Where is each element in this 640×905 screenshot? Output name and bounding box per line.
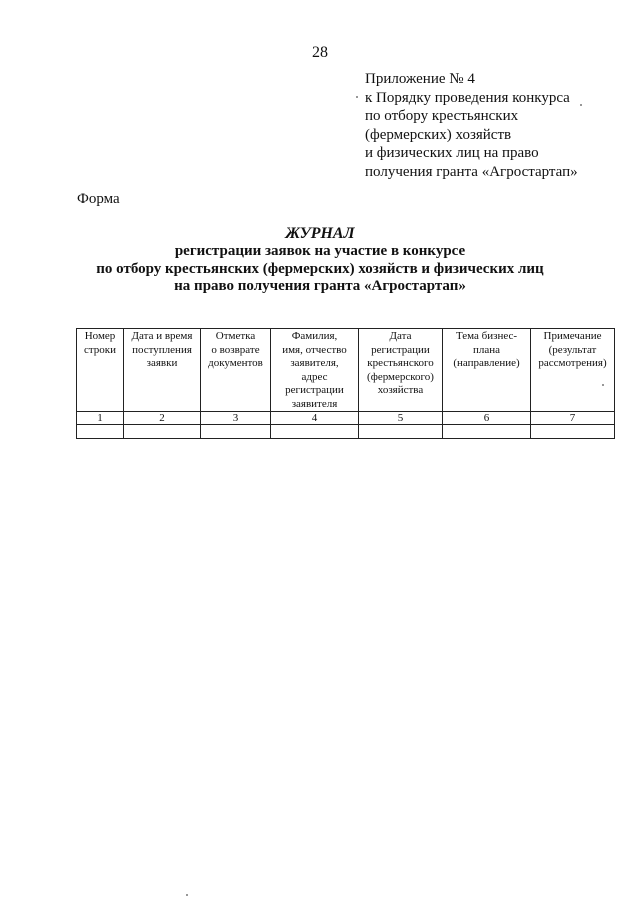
appendix-line: и физических лиц на право: [365, 145, 539, 161]
header-line: регистрации: [285, 384, 344, 396]
scan-speck: [356, 96, 358, 98]
header-line: Номер: [84, 330, 116, 342]
header-line: Фамилия,: [291, 330, 338, 342]
header-line: Дата и время: [131, 330, 193, 342]
header-line: Примечание: [543, 330, 602, 342]
header-line: документов: [208, 357, 263, 369]
header-line: Дата: [389, 330, 412, 342]
scan-speck: [186, 894, 188, 896]
header-line: заявителя: [291, 397, 338, 410]
header-farm-registration-date: [359, 329, 443, 412]
table-cell: [531, 425, 615, 439]
table-cell: [271, 425, 359, 439]
header-line: строки: [83, 343, 117, 356]
header-documents-return: [201, 329, 271, 412]
header-line: о возврате: [211, 343, 260, 356]
header-line: заявителя,: [290, 357, 339, 369]
table-cell: [77, 425, 124, 439]
header-line: (результат: [548, 343, 597, 356]
column-number: 4: [271, 412, 359, 425]
column-number: 3: [201, 412, 271, 425]
table-cell: [359, 425, 443, 439]
table-cell: [201, 425, 271, 439]
header-line: рассмотрения): [538, 357, 607, 369]
appendix-line: к Порядку проведения конкурса: [365, 89, 570, 106]
form-label: Форма: [77, 191, 120, 207]
header-line: поступления: [132, 343, 192, 356]
page-number: 28: [312, 44, 328, 61]
header-business-plan-topic: [443, 329, 531, 412]
header-line: Отметка: [215, 330, 256, 342]
journal-title-line: по отбору крестьянских (фермерских) хозяйств и физических лиц: [96, 260, 544, 277]
header-received-datetime: [124, 329, 201, 412]
column-number: 5: [359, 412, 443, 425]
column-number: 2: [124, 412, 201, 425]
journal-title: [0, 225, 640, 296]
header-applicant: [271, 329, 359, 412]
column-number: 6: [443, 412, 531, 425]
table-cell: [443, 425, 531, 439]
header-line: Тема бизнес-: [455, 330, 518, 342]
column-number: 7: [531, 412, 615, 425]
header-line: крестьянского: [367, 357, 434, 369]
header-line: заявки: [146, 357, 178, 369]
column-number: 1: [77, 412, 124, 425]
appendix-note: [365, 70, 578, 181]
header-row-number: [77, 329, 124, 412]
appendix-line: (фермерских) хозяйств: [365, 126, 512, 143]
header-line: (направление): [453, 357, 520, 369]
header-line: плана: [472, 343, 501, 356]
scan-speck: [602, 384, 604, 386]
appendix-line: получения гранта «Агростартап»: [365, 163, 578, 180]
header-line: адрес: [301, 370, 328, 383]
header-line: хозяйства: [377, 384, 424, 396]
journal-title-main: ЖУРНАЛ: [285, 225, 355, 242]
table-cell: [124, 425, 201, 439]
header-line: (фермерского): [367, 370, 434, 383]
table-row: [77, 425, 615, 439]
header-note: [531, 329, 615, 412]
header-line: регистрации: [371, 343, 430, 356]
scan-speck: [580, 104, 582, 106]
header-line: имя, отчество: [282, 343, 347, 356]
journal-title-line: на право получения гранта «Агростартап»: [174, 278, 466, 294]
appendix-line: Приложение № 4: [365, 71, 475, 87]
journal-title-line: регистрации заявок на участие в конкурсе: [174, 243, 466, 259]
registration-journal-table: [76, 328, 615, 439]
table-header-row: [77, 329, 615, 412]
appendix-line: по отбору крестьянских: [365, 108, 519, 124]
column-number-row: [77, 412, 615, 425]
